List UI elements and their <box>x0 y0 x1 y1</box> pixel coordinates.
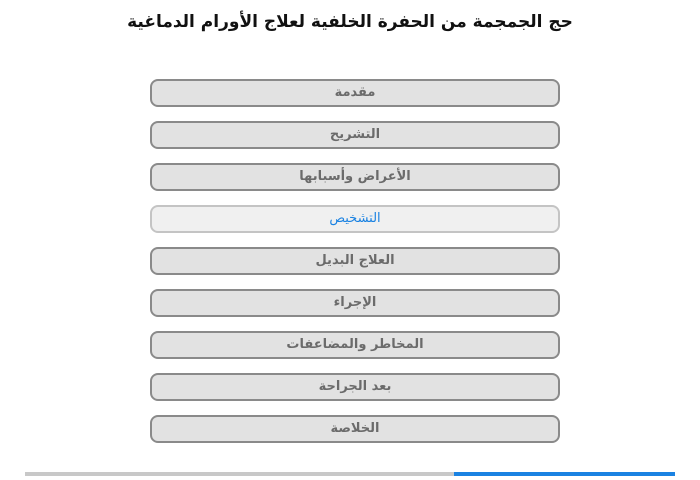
page-title: حج الجمجمة من الحفرة الخلفية لعلاج الأورام الدماغية <box>127 12 573 32</box>
progress-bar <box>25 472 675 476</box>
chapter-menu <box>150 79 560 457</box>
menu-item-after-surgery[interactable]: بعد الجراحة <box>150 373 560 401</box>
menu-item-symptoms-causes[interactable]: الأعراض وأسبابها <box>150 163 560 191</box>
menu-item-risks-complications[interactable]: المخاطر والمضاعفات <box>150 331 560 359</box>
menu-item-procedure[interactable]: الإجراء <box>150 289 560 317</box>
progress-bar-fill <box>454 472 675 476</box>
menu-item-anatomy[interactable]: التشريح <box>150 121 560 149</box>
menu-item-introduction[interactable]: مقدمة <box>150 79 560 107</box>
menu-item-diagnosis[interactable]: التشخيص <box>150 205 560 233</box>
menu-item-summary[interactable]: الخلاصة <box>150 415 560 443</box>
menu-item-alternative-treatment[interactable]: العلاج البديل <box>150 247 560 275</box>
